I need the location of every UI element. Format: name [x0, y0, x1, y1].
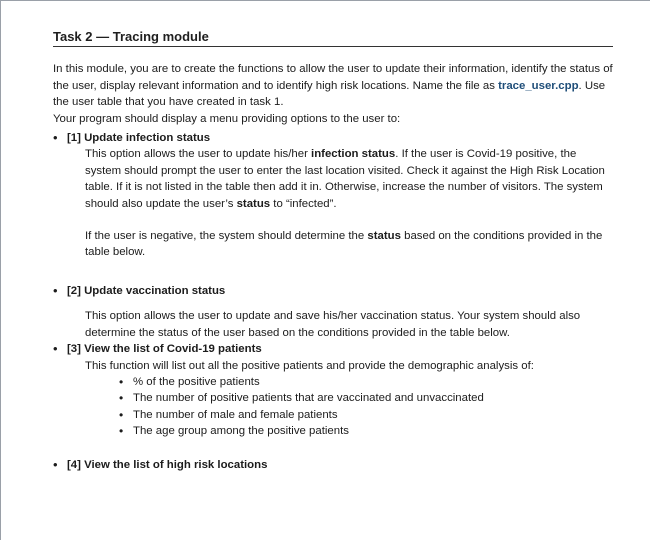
bullet-icon: • — [53, 456, 58, 472]
bullet-icon: • — [53, 341, 58, 357]
file-name: trace_user.cpp — [498, 79, 579, 92]
menu-item-2 — [53, 283, 613, 341]
text-run: to “infected”. — [270, 197, 337, 210]
menu-item-3 — [53, 341, 613, 439]
menu-item-1 — [53, 130, 613, 261]
menu-item-3-title: [3] View the list of Covid-19 patients — [67, 343, 262, 356]
sub-list-item — [67, 374, 613, 390]
task-heading: Task 2 — Tracing module — [53, 29, 613, 47]
sub-list-text: % of the positive patients — [133, 375, 260, 388]
bullet-icon: • — [53, 130, 58, 146]
bold-text: status — [367, 230, 401, 243]
bold-text: status — [236, 197, 271, 210]
menu-item-4-title: [4] View the list of high risk locations — [67, 458, 268, 471]
text-run: This option allows the user to update his/her — [85, 148, 312, 161]
sub-list-item — [67, 423, 613, 439]
intro-text: In this module, you are to create the functions to allow the user to update their information, identify the status of the user, display relevant information and to identify high risk locations. Name the file as — [53, 63, 613, 92]
intro-text-end: . Use the user table that you have created in task 1. — [53, 79, 606, 109]
bullet-icon: • — [119, 374, 124, 389]
bullet-icon: • — [119, 391, 124, 406]
menu-item-3-body: This function will list out all the positive patients and provide the demographic analysis of: — [85, 359, 534, 372]
menu-item-1-title: [1] Update infection status — [67, 132, 211, 145]
menu-item-1-para-2 — [85, 228, 613, 261]
document-content — [53, 29, 613, 473]
menu-item-4 — [53, 457, 613, 473]
menu-item-1-body — [67, 146, 613, 260]
sub-list-text: The age group among the positive patients — [133, 425, 349, 438]
menu-item-1-para-1 — [85, 146, 613, 212]
text-run: If the user is negative, the system should determine the — [85, 230, 368, 243]
text-run: . If the user is Covid-19 positive, the system should prompt the user to enter the last location visited. Check it against the High Risk Location table. If it is not listed in the table then add it in. Otherwise, increase the number of visitors. The system should also update the user’s — [85, 148, 605, 210]
bullet-icon: • — [53, 282, 58, 298]
intro-paragraph — [53, 61, 613, 110]
menu-item-2-title: [2] Update vaccination status — [67, 284, 226, 297]
bullet-icon: • — [119, 407, 124, 422]
sub-list-item — [67, 407, 613, 423]
bullet-icon: • — [119, 424, 124, 439]
sub-list-text: The number of male and female patients — [133, 408, 338, 421]
menu-intro: Your program should display a menu providing options to the user to: — [53, 112, 401, 125]
sub-list-text: The number of positive patients that are vaccinated and unvaccinated — [133, 392, 484, 405]
menu-item-2-body: This option allows the user to update and save his/her vaccination status. Your system should also determine the status of the user based on the conditions provided in the table below. — [85, 310, 581, 339]
sub-list-item — [67, 390, 613, 406]
bold-text: infection status — [311, 148, 396, 161]
text-run: based on the conditions provided in the table below. — [85, 230, 603, 259]
